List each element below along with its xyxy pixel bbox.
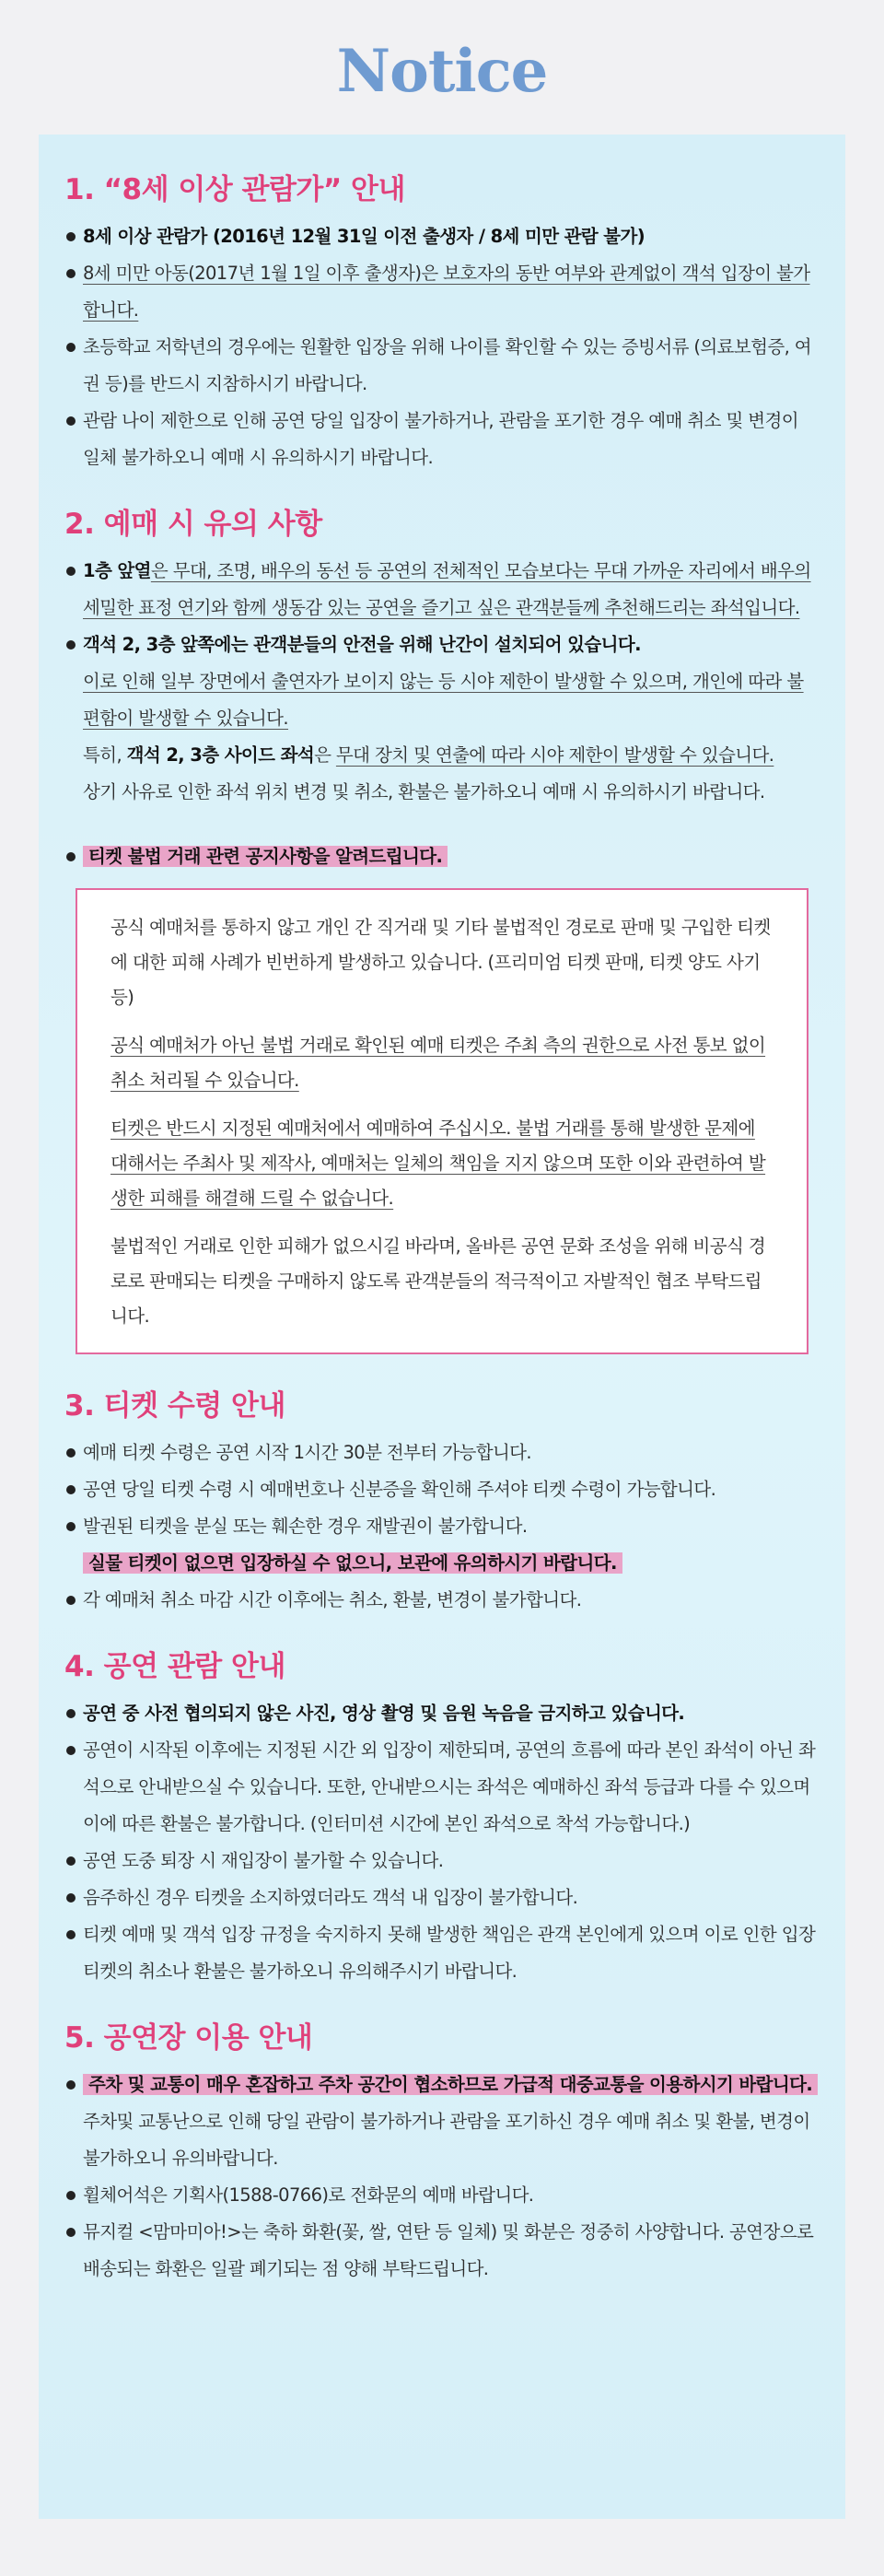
text: 주차및 교통난으로 인해 당일 관람이 불가하거나 관람을 포기하신 경우 예매 취소 및 환불, 변경이 불가하오니 유의바랍니다. — [83, 2111, 810, 2169]
list-item — [64, 1545, 820, 1582]
list-item: 예매 티켓 수령은 공연 시작 1시간 30분 전부터 가능합니다. — [64, 1434, 820, 1471]
list-item — [64, 838, 820, 875]
section-age-rating — [64, 166, 820, 476]
notice-paragraph — [110, 1028, 775, 1098]
list-item — [64, 663, 820, 737]
list-item — [64, 626, 820, 663]
list-item: 상기 사유로 인한 좌석 위치 변경 및 취소, 환불은 불가하오니 예매 시 유의하시기 바랍니다. — [83, 781, 765, 802]
section-venue-guide — [64, 2014, 820, 2288]
underlined-text: 8세 미만 아동(2017년 1월 1일 이후 출생자)은 보호자의 동반 여부와 관계없이 객석 입장이 불가합니다. — [83, 263, 810, 321]
underlined-text: 은 무대, 조명, 배우의 동선 등 공연의 전체적인 모습보다는 무대 가까운 자리에서 배우의 세밀한 표정 연기와 함께 생동감 있는 공연을 즐기고 싶은 관객분들께 추천해드리는 좌석입니다. — [83, 560, 811, 618]
notice-heading: 티켓 불법 거래 관련 공지사항을 알려드립니다. — [83, 846, 448, 867]
list-item: 발권된 티켓을 분실 또는 훼손한 경우 재발권이 불가합니다. — [64, 1508, 820, 1545]
section-booking-caution — [64, 500, 820, 811]
list-item: 음주하신 경우 티켓을 소지하였더라도 객석 내 입장이 불가합니다. — [64, 1879, 820, 1916]
underlined-text: 공식 예매처가 아닌 불법 거래로 확인된 예매 티켓은 주최 측의 권한으로 사전 통보 없이 취소 처리될 수 있습니다. — [110, 1035, 766, 1091]
list-item — [64, 2067, 820, 2177]
list-item: 각 예매처 취소 마감 시간 이후에는 취소, 환불, 변경이 불가합니다. — [64, 1582, 820, 1619]
notice-panel — [39, 135, 845, 2519]
list-item: 뮤지컬 <맘마미아!>는 축하 화환(꽃, 쌀, 연탄 등 일체) 및 화분은 정중히 사양합니다. 공연장으로 배송되는 화환은 일괄 폐기되는 점 양해 부탁드립니다. — [64, 2214, 820, 2288]
section-title: 5. 공연장 이용 안내 — [64, 2021, 313, 2055]
page-title: Notice — [336, 37, 548, 106]
list-item: 초등학교 저학년의 경우에는 원활한 입장을 위해 나이를 확인할 수 있는 증빙서류 (의료보험증, 여권 등)를 반드시 지참하시기 바랍니다. — [64, 329, 820, 403]
notice-paragraph: 공식 예매처를 통하지 않고 개인 간 직거래 및 기타 불법적인 경로로 판매 및 구입한 티켓에 대한 피해 사례가 빈번하게 발생하고 있습니다. (프리미엄 티켓 판매, 티켓 양도 사기 등) — [110, 917, 771, 1008]
highlight-text: 주차 및 교통이 매우 혼잡하고 주차 공간이 협소하므로 가급적 대중교통을 이용하시기 바랍니다. — [83, 2074, 818, 2095]
list-item: 공연 중 사전 협의되지 않은 사진, 영상 촬영 및 음원 녹음을 금지하고 있습니다. — [64, 1695, 820, 1732]
text: 은 — [314, 744, 336, 766]
section-title: 4. 공연 관람 안내 — [64, 1650, 285, 1683]
section-viewing-guide — [64, 1643, 820, 1990]
list-item: 관람 나이 제한으로 인해 공연 당일 입장이 불가하거나, 관람을 포기한 경우 예매 취소 및 변경이 일체 불가하오니 예매 시 유의하시기 바랍니다. — [64, 403, 820, 476]
list-item — [64, 255, 820, 329]
underlined-text: 무대 장치 및 연출에 따라 시야 제한이 발생할 수 있습니다. — [335, 744, 774, 766]
bold-text: 객석 2, 3층 사이드 좌석 — [126, 744, 315, 766]
highlight-text: 실물 티켓이 없으면 입장하실 수 없으니, 보관에 유의하시기 바랍니다. — [83, 1552, 622, 1574]
illegal-trade-notice-box — [76, 888, 808, 1354]
list-item: 티켓 예매 및 객석 입장 규정을 숙지하지 못해 발생한 책임은 관객 본인에게 있으며 이로 인한 입장 티켓의 취소나 환불은 불가하오니 유의해주시기 바랍니다. — [64, 1916, 820, 1990]
section-title: 1. “8세 이상 관람가” 안내 — [64, 173, 405, 206]
bullet-list — [64, 553, 820, 811]
section-ticket-pickup — [64, 1382, 820, 1619]
notice-heading-list — [64, 838, 820, 875]
bold-text: 1층 앞열 — [83, 560, 151, 581]
list-item: 공연 도중 퇴장 시 재입장이 불가할 수 있습니다. — [64, 1843, 820, 1879]
list-item: 공연이 시작된 이후에는 지정된 시간 외 입장이 제한되며, 공연의 흐름에 따라 본인 좌석이 아닌 좌석으로 안내받으실 수 있습니다. 또한, 안내받으시는 좌석은 예매하신 좌석 등급과 다를 수 있으며 이에 따른 환불은 불가합니다. (인터미션 시간에 본인 좌석으로 착석 가능합니다.) — [64, 1732, 820, 1843]
bullet-list — [64, 218, 820, 476]
list-item: 휠체어석은 기획사(1588-0766)로 전화문의 예매 바랍니다. — [64, 2177, 820, 2214]
bullet-list — [64, 1434, 820, 1619]
list-item: 공연 당일 티켓 수령 시 예매번호나 신분증을 확인해 주셔야 티켓 수령이 가능합니다. — [64, 1471, 820, 1508]
underlined-text: 티켓은 반드시 지정된 예매처에서 예매하여 주십시오. 불법 거래를 통해 발생한 문제에 대해서는 주최사 및 제작사, 예매처는 일체의 책임을 지지 않으며 또한 이와 관련하여 발생한 피해를 해결해 드릴 수 없습니다. — [110, 1118, 766, 1209]
bullet-list — [64, 1695, 820, 1990]
bullet-list — [64, 2067, 820, 2288]
text: 특히, — [83, 744, 127, 766]
list-item — [64, 737, 820, 774]
list-item — [64, 553, 820, 626]
notice-paragraph — [110, 1111, 775, 1216]
notice-paragraph: 불법적인 거래로 인한 피해가 없으시길 바라며, 올바른 공연 문화 조성을 위해 비공식 경로로 판매되는 티켓을 구매하지 않도록 관객분들의 적극적이고 자발적인 협조 부탁드립니다. — [110, 1235, 766, 1327]
underlined-text: 이로 인해 일부 장면에서 출연자가 보이지 않는 등 시야 제한이 발생할 수 있으며, 개인에 따라 불편함이 발생할 수 있습니다. — [83, 671, 804, 729]
bold-text: 객석 2, 3층 앞쪽에는 관객분들의 안전을 위해 난간이 설치되어 있습니다. — [83, 634, 641, 655]
list-item: 8세 이상 관람가 (2016년 12월 31일 이전 출생자 / 8세 미만 관람 불가) — [64, 218, 820, 255]
section-title: 2. 예매 시 유의 사항 — [64, 508, 322, 541]
section-title: 3. 티켓 수령 안내 — [64, 1389, 285, 1423]
